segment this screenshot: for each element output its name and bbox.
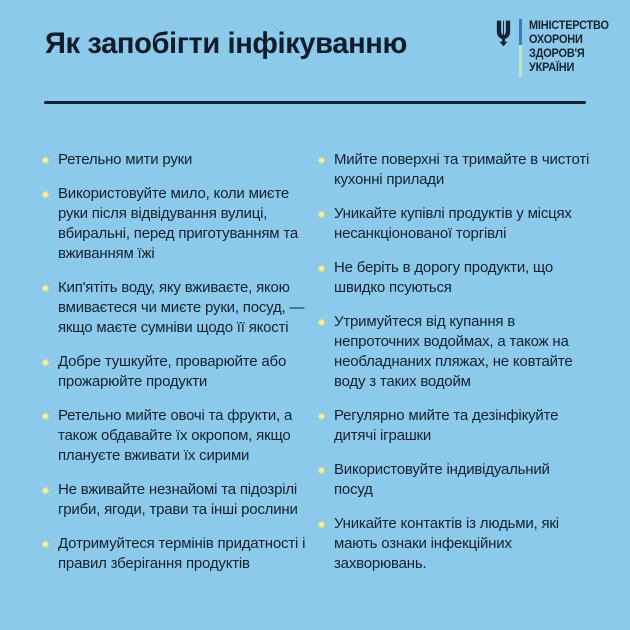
list-item-text: Використовуйте індивідуальний посуд [334, 461, 550, 498]
logo-divider-top [519, 19, 522, 45]
bullet-icon [42, 359, 49, 366]
tips-column-left [42, 150, 318, 588]
list-item-text: Дотримуйтеся термінів придатності і правил зберігання продуктів [58, 535, 306, 572]
bullet-icon [42, 285, 49, 292]
list-item-text: Уникайте купівлі продуктів у місцях несанкціонованої торгівлі [334, 205, 572, 242]
tips-column-right [318, 150, 594, 588]
page-title: Як запобігти інфікуванню [45, 27, 407, 60]
ministry-name-line: МІНІСТЕРСТВО [529, 20, 609, 32]
list-item-text: Ретельно мийте овочі та фрукти, а також обдавайте їх окропом, якщо плануєте вживати їх сирими [58, 407, 293, 464]
list-item-text: Використовуйте мило, коли миєте руки після відвідування вулиці, вбиральні, перед приготуванням та вживанням їжі [58, 185, 299, 262]
header-divider-rule [44, 101, 586, 104]
list-item [318, 406, 594, 446]
list-item [42, 150, 318, 170]
list-item [318, 514, 594, 574]
list-item [318, 460, 594, 500]
list-item-text: Утримуйтеся від купання в непроточних водоймах, а також на необладнаних пляжах, не ковтайте воду з таких водойм [334, 313, 573, 390]
ministry-logo [494, 19, 613, 77]
list-item [42, 278, 318, 338]
bullet-icon [42, 157, 49, 164]
list-item-text: Регулярно мийте та дезінфікуйте дитячі іграшки [334, 407, 559, 444]
list-item [318, 312, 594, 392]
list-item-text: Добре тушкуйте, проварюйте або прожарюйте продукти [58, 353, 287, 390]
tips-columns [42, 150, 594, 588]
bullet-icon [318, 521, 325, 528]
bullet-icon [318, 265, 325, 272]
bullet-icon [318, 157, 325, 164]
list-item-text: Не беріть в дорогу продукти, що швидко псуються [334, 259, 554, 296]
list-item [42, 352, 318, 392]
list-item [42, 480, 318, 520]
list-item-text: Мийте поверхні та тримайте в чистоті кухонні прилади [334, 151, 590, 188]
bullet-icon [318, 467, 325, 474]
list-item [318, 204, 594, 244]
list-item [318, 150, 594, 190]
bullet-icon [42, 413, 49, 420]
list-item-text: Ретельно мити руки [58, 151, 193, 168]
list-item-text: Не вживайте незнайомі та підозрілі гриби, ягоди, трави та інші рослини [58, 481, 298, 518]
list-item [42, 534, 318, 574]
bullet-icon [42, 541, 49, 548]
logo-divider-bottom [519, 45, 522, 77]
ministry-name [529, 19, 609, 75]
bullet-icon [42, 191, 49, 198]
list-item-text: Уникайте контактів із людьми, які мають ознаки інфекційних захворювань. [334, 515, 559, 572]
ministry-name-line: ЗДОРОВ'Я [529, 48, 585, 60]
bullet-icon [318, 413, 325, 420]
ministry-name-line: УКРАЇНИ [529, 62, 575, 74]
list-item-text: Кип'ятіть воду, яку вживаєте, якою вмиваєтеся чи миєте руки, посуд, — якщо маєте сумніви щодо її якості [58, 279, 305, 336]
ministry-name-line: ОХОРОНИ [529, 34, 583, 46]
list-item [42, 406, 318, 466]
list-item [318, 258, 594, 298]
ukraine-trident-icon [494, 20, 513, 47]
bullet-icon [318, 211, 325, 218]
bullet-icon [318, 319, 325, 326]
logo-divider [519, 19, 522, 77]
bullet-icon [42, 487, 49, 494]
list-item [42, 184, 318, 264]
